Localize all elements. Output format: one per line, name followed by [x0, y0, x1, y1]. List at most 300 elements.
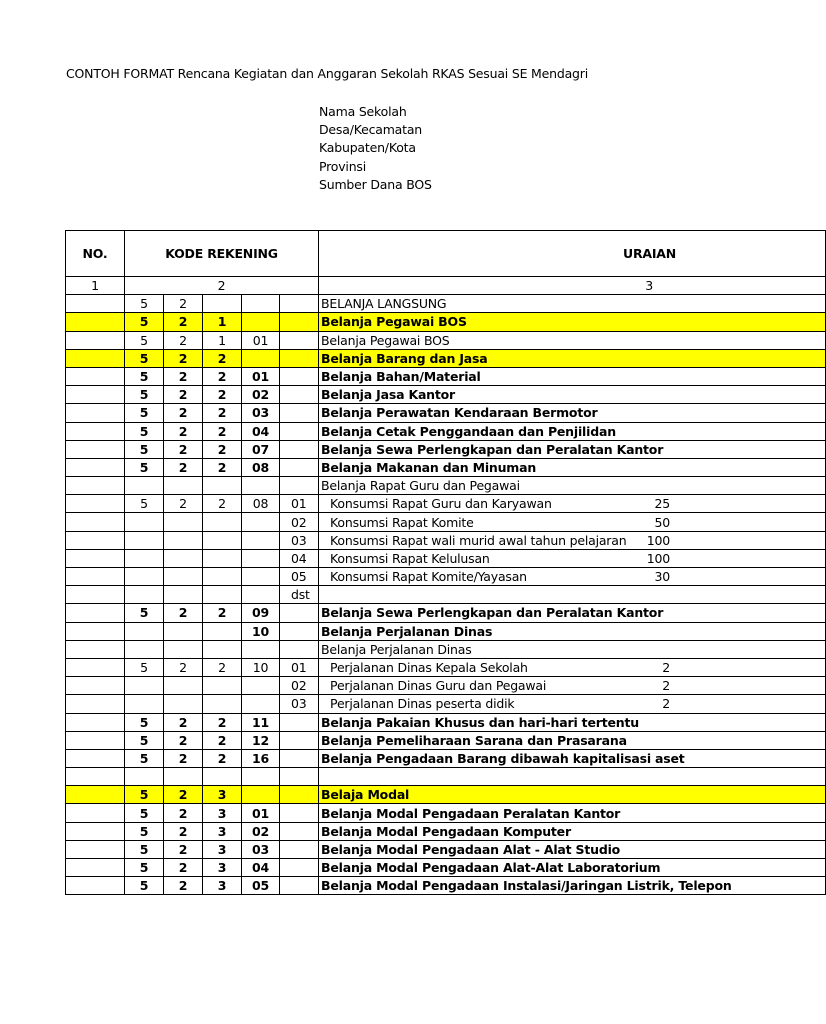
- cell-uraian: Belanja Pengadaan Barang dibawah kapitalisasi aset: [319, 749, 826, 767]
- table-row: [66, 495, 826, 513]
- uraian-item-qty: 25: [654, 496, 671, 512]
- table-row: [66, 531, 826, 549]
- cell-kode-2: 2: [164, 840, 203, 858]
- cell-kode-3: [203, 677, 242, 695]
- cell-kode-3: [203, 640, 242, 658]
- table-row: [66, 404, 826, 422]
- rkas-sheet: [65, 230, 732, 896]
- cell-kode-1: 5: [125, 804, 164, 822]
- cell-kode-2: 2: [164, 313, 203, 331]
- cell-no: [66, 477, 125, 495]
- cell-no: [66, 622, 125, 640]
- uraian-item-qty: 50: [654, 514, 671, 530]
- cell-kode-3: 3: [203, 877, 242, 895]
- cell-kode-4: 03: [242, 840, 280, 858]
- cell-no: [66, 549, 125, 567]
- cell-kode-2: 2: [164, 495, 203, 513]
- uraian-item-name: Konsumsi Rapat Komite: [330, 514, 474, 530]
- uraian-item-qty: 2: [662, 660, 671, 676]
- cell-kode-3: [203, 295, 242, 313]
- uraian-item-qty: 30: [654, 569, 671, 585]
- cell-uraian: Belanja Barang dan Jasa: [319, 349, 826, 367]
- cell-kode-4: [242, 549, 280, 567]
- cell-kode-1: 5: [125, 731, 164, 749]
- cell-kode-3: [203, 622, 242, 640]
- cell-kode-2: 2: [164, 349, 203, 367]
- cell-kode-1: [125, 768, 164, 786]
- cell-kode-5: 03: [280, 695, 319, 713]
- cell-kode-3: 2: [203, 422, 242, 440]
- cell-kode-3: 2: [203, 440, 242, 458]
- cell-kode-1: 5: [125, 313, 164, 331]
- cell-kode-1: 5: [125, 386, 164, 404]
- uraian-item-name: Konsumsi Rapat Kelulusan: [330, 550, 490, 566]
- cell-kode-1: [125, 531, 164, 549]
- info-nama-sekolah: Nama Sekolah: [319, 104, 407, 119]
- cell-kode-2: [164, 549, 203, 567]
- header-no: NO.: [66, 231, 125, 277]
- cell-kode-1: 5: [125, 749, 164, 767]
- cell-kode-2: 2: [164, 749, 203, 767]
- cell-kode-2: [164, 622, 203, 640]
- cell-uraian: Belanja Pakaian Khusus dan hari-hari tertentu: [319, 713, 826, 731]
- cell-uraian: Belanja Bahan/Material: [319, 367, 826, 385]
- cell-no: [66, 531, 125, 549]
- cell-kode-4: 02: [242, 386, 280, 404]
- cell-kode-4: 08: [242, 458, 280, 476]
- cell-kode-4: 04: [242, 422, 280, 440]
- cell-kode-5: [280, 640, 319, 658]
- cell-uraian: [319, 513, 826, 531]
- colnum-uraian-label: 3: [645, 278, 654, 294]
- cell-kode-2: [164, 695, 203, 713]
- uraian-item-qty: 2: [662, 678, 671, 694]
- cell-no: [66, 658, 125, 676]
- cell-kode-1: [125, 677, 164, 695]
- cell-kode-3: 2: [203, 386, 242, 404]
- cell-kode-4: 03: [242, 404, 280, 422]
- table-row: [66, 313, 826, 331]
- cell-kode-1: 5: [125, 877, 164, 895]
- cell-kode-3: [203, 568, 242, 586]
- cell-kode-1: 5: [125, 713, 164, 731]
- cell-kode-3: 1: [203, 313, 242, 331]
- table-row: [66, 804, 826, 822]
- cell-kode-5: [280, 440, 319, 458]
- cell-kode-5: [280, 604, 319, 622]
- cell-kode-4: 01: [242, 804, 280, 822]
- cell-kode-3: 2: [203, 404, 242, 422]
- cell-kode-5: 05: [280, 568, 319, 586]
- cell-no: [66, 859, 125, 877]
- header-kode-rekening: KODE REKENING: [125, 231, 319, 277]
- cell-kode-4: 10: [242, 622, 280, 640]
- cell-uraian: Belanja Perjalanan Dinas: [319, 622, 826, 640]
- uraian-item-qty: 100: [646, 550, 671, 566]
- cell-uraian: Belaja Modal: [319, 786, 826, 804]
- table-row: [66, 349, 826, 367]
- cell-uraian: [319, 531, 826, 549]
- table-row: [66, 295, 826, 313]
- table-row: [66, 677, 826, 695]
- cell-kode-1: 5: [125, 822, 164, 840]
- cell-kode-2: 2: [164, 804, 203, 822]
- cell-no: [66, 713, 125, 731]
- cell-uraian: Belanja Perawatan Kendaraan Bermotor: [319, 404, 826, 422]
- cell-kode-2: [164, 677, 203, 695]
- cell-kode-3: 3: [203, 822, 242, 840]
- cell-uraian: Belanja Makanan dan Minuman: [319, 458, 826, 476]
- school-info-list: [319, 103, 432, 194]
- cell-no: [66, 586, 125, 604]
- cell-kode-4: 10: [242, 658, 280, 676]
- cell-uraian: [319, 549, 826, 567]
- cell-kode-4: 12: [242, 731, 280, 749]
- cell-uraian: Belanja Pemeliharaan Sarana dan Prasarana: [319, 731, 826, 749]
- cell-kode-1: 5: [125, 422, 164, 440]
- cell-uraian: Belanja Jasa Kantor: [319, 386, 826, 404]
- cell-kode-4: 16: [242, 749, 280, 767]
- table-row: [66, 331, 826, 349]
- uraian-item-name: Konsumsi Rapat Komite/Yayasan: [330, 569, 527, 585]
- cell-kode-4: 09: [242, 604, 280, 622]
- cell-kode-1: [125, 622, 164, 640]
- cell-kode-4: 05: [242, 877, 280, 895]
- cell-kode-4: 01: [242, 367, 280, 385]
- cell-kode-2: 2: [164, 386, 203, 404]
- document-title: CONTOH FORMAT Rencana Kegiatan dan Anggaran Sekolah RKAS Sesuai SE Mendagri: [66, 66, 588, 81]
- cell-kode-3: 2: [203, 658, 242, 676]
- cell-kode-5: [280, 731, 319, 749]
- table-row: [66, 422, 826, 440]
- cell-kode-1: 5: [125, 295, 164, 313]
- table-row: [66, 822, 826, 840]
- cell-kode-2: 2: [164, 458, 203, 476]
- table-row: [66, 586, 826, 604]
- cell-kode-1: 5: [125, 495, 164, 513]
- cell-kode-3: 3: [203, 804, 242, 822]
- cell-no: [66, 804, 125, 822]
- cell-kode-5: [280, 386, 319, 404]
- cell-uraian: Belanja Pegawai BOS: [319, 313, 826, 331]
- table-row: [66, 440, 826, 458]
- cell-kode-2: 2: [164, 295, 203, 313]
- cell-no: [66, 458, 125, 476]
- cell-kode-5: [280, 404, 319, 422]
- cell-kode-5: 01: [280, 658, 319, 676]
- table-row: [66, 695, 826, 713]
- table-row: [66, 622, 826, 640]
- cell-kode-2: 2: [164, 367, 203, 385]
- cell-uraian: Belanja Modal Pengadaan Alat-Alat Laboratorium: [319, 859, 826, 877]
- info-sumber-dana: Sumber Dana BOS: [319, 176, 432, 192]
- cell-no: [66, 568, 125, 586]
- cell-no: [66, 768, 125, 786]
- cell-kode-1: 5: [125, 367, 164, 385]
- cell-kode-1: 5: [125, 349, 164, 367]
- cell-kode-3: 3: [203, 786, 242, 804]
- cell-kode-3: 2: [203, 349, 242, 367]
- cell-no: [66, 349, 125, 367]
- cell-no: [66, 695, 125, 713]
- table-row: [66, 768, 826, 786]
- cell-no: [66, 749, 125, 767]
- cell-kode-5: [280, 313, 319, 331]
- cell-kode-2: [164, 531, 203, 549]
- rkas-table-body: [66, 231, 826, 895]
- cell-kode-2: 2: [164, 822, 203, 840]
- table-row: [66, 386, 826, 404]
- cell-no: [66, 877, 125, 895]
- cell-uraian: [319, 586, 826, 604]
- table-row: [66, 731, 826, 749]
- cell-kode-5: 03: [280, 531, 319, 549]
- table-row: [66, 749, 826, 767]
- cell-uraian: BELANJA LANGSUNG: [319, 295, 826, 313]
- cell-kode-1: 5: [125, 859, 164, 877]
- uraian-item-name: Perjalanan Dinas Kepala Sekolah: [330, 660, 528, 676]
- cell-no: [66, 295, 125, 313]
- cell-no: [66, 313, 125, 331]
- cell-uraian: [319, 695, 826, 713]
- cell-kode-5: [280, 477, 319, 495]
- cell-kode-4: 02: [242, 822, 280, 840]
- cell-no: [66, 404, 125, 422]
- cell-uraian: Belanja Cetak Penggandaan dan Penjilidan: [319, 422, 826, 440]
- table-row: [66, 367, 826, 385]
- cell-kode-5: [280, 859, 319, 877]
- cell-kode-5: dst: [280, 586, 319, 604]
- cell-no: [66, 677, 125, 695]
- cell-kode-2: 2: [164, 440, 203, 458]
- cell-kode-5: [280, 295, 319, 313]
- cell-kode-5: [280, 786, 319, 804]
- uraian-item-qty: 2: [662, 696, 671, 712]
- colnum-kode: 2: [125, 277, 319, 295]
- cell-kode-2: [164, 586, 203, 604]
- cell-kode-1: 5: [125, 458, 164, 476]
- uraian-item-name: Perjalanan Dinas peserta didik: [330, 696, 515, 712]
- cell-uraian: [319, 768, 826, 786]
- cell-uraian: [319, 568, 826, 586]
- cell-kode-2: 2: [164, 731, 203, 749]
- cell-kode-3: [203, 531, 242, 549]
- cell-kode-1: [125, 513, 164, 531]
- cell-kode-4: [242, 786, 280, 804]
- cell-uraian: Belanja Modal Pengadaan Alat - Alat Studio: [319, 840, 826, 858]
- cell-kode-2: 2: [164, 859, 203, 877]
- cell-kode-4: 08: [242, 495, 280, 513]
- cell-kode-5: [280, 422, 319, 440]
- cell-kode-5: [280, 331, 319, 349]
- cell-uraian: Belanja Perjalanan Dinas: [319, 640, 826, 658]
- uraian-item-name: Konsumsi Rapat Guru dan Karyawan: [330, 496, 552, 512]
- table-row: [66, 513, 826, 531]
- uraian-item-qty: 100: [646, 532, 671, 548]
- cell-kode-5: [280, 367, 319, 385]
- cell-kode-4: [242, 640, 280, 658]
- cell-kode-2: [164, 477, 203, 495]
- cell-kode-5: [280, 804, 319, 822]
- table-row: [66, 458, 826, 476]
- info-provinsi: Provinsi: [319, 158, 367, 174]
- cell-kode-2: 2: [164, 422, 203, 440]
- cell-kode-4: 01: [242, 331, 280, 349]
- cell-kode-5: [280, 822, 319, 840]
- cell-kode-3: 2: [203, 731, 242, 749]
- cell-kode-3: [203, 695, 242, 713]
- cell-kode-1: 5: [125, 840, 164, 858]
- cell-kode-4: [242, 531, 280, 549]
- cell-kode-5: [280, 768, 319, 786]
- cell-kode-4: [242, 568, 280, 586]
- cell-uraian: Belanja Modal Pengadaan Instalasi/Jaringan Listrik, Telepon: [319, 877, 826, 895]
- cell-kode-3: 2: [203, 367, 242, 385]
- table-row: [66, 658, 826, 676]
- cell-no: [66, 440, 125, 458]
- cell-kode-4: [242, 313, 280, 331]
- cell-kode-5: [280, 458, 319, 476]
- cell-kode-4: 04: [242, 859, 280, 877]
- cell-kode-1: 5: [125, 658, 164, 676]
- cell-no: [66, 840, 125, 858]
- info-desa-kecamatan: Desa/Kecamatan: [319, 122, 423, 138]
- uraian-item-name: Konsumsi Rapat wali murid awal tahun pelajaran: [330, 532, 627, 548]
- cell-kode-3: [203, 768, 242, 786]
- cell-kode-3: 3: [203, 859, 242, 877]
- table-row: [66, 477, 826, 495]
- cell-uraian: [319, 677, 826, 695]
- cell-kode-3: 1: [203, 331, 242, 349]
- cell-kode-2: [164, 640, 203, 658]
- cell-kode-3: 2: [203, 749, 242, 767]
- colnum-no: 1: [66, 277, 125, 295]
- cell-kode-1: [125, 695, 164, 713]
- cell-kode-1: [125, 640, 164, 658]
- cell-uraian: Belanja Pegawai BOS: [319, 331, 826, 349]
- cell-kode-4: [242, 477, 280, 495]
- table-row: [66, 549, 826, 567]
- cell-kode-1: 5: [125, 331, 164, 349]
- cell-kode-1: 5: [125, 404, 164, 422]
- cell-kode-5: 02: [280, 677, 319, 695]
- cell-kode-4: [242, 349, 280, 367]
- header-uraian: [319, 231, 826, 277]
- cell-kode-2: 2: [164, 786, 203, 804]
- cell-kode-1: 5: [125, 604, 164, 622]
- cell-kode-4: [242, 695, 280, 713]
- table-row: [66, 786, 826, 804]
- cell-uraian: Belanja Modal Pengadaan Peralatan Kantor: [319, 804, 826, 822]
- cell-kode-1: [125, 568, 164, 586]
- cell-kode-3: 2: [203, 458, 242, 476]
- column-number-row: [66, 277, 826, 295]
- cell-no: [66, 422, 125, 440]
- cell-kode-4: [242, 768, 280, 786]
- cell-kode-2: [164, 768, 203, 786]
- table-row: [66, 640, 826, 658]
- cell-kode-3: 2: [203, 604, 242, 622]
- cell-kode-2: 2: [164, 404, 203, 422]
- cell-kode-1: [125, 549, 164, 567]
- cell-kode-1: 5: [125, 440, 164, 458]
- info-kabupaten-kota: Kabupaten/Kota: [319, 140, 416, 156]
- cell-kode-5: 04: [280, 549, 319, 567]
- cell-no: [66, 786, 125, 804]
- cell-kode-1: [125, 477, 164, 495]
- cell-kode-2: 2: [164, 658, 203, 676]
- cell-kode-5: [280, 840, 319, 858]
- table-header-row: [66, 231, 826, 277]
- header-uraian-label: URAIAN: [623, 246, 677, 261]
- cell-no: [66, 822, 125, 840]
- cell-uraian: Belanja Rapat Guru dan Pegawai: [319, 477, 826, 495]
- cell-kode-4: [242, 677, 280, 695]
- table-row: [66, 713, 826, 731]
- cell-no: [66, 386, 125, 404]
- rkas-table: [65, 230, 826, 895]
- cell-uraian: Belanja Sewa Perlengkapan dan Peralatan Kantor: [319, 440, 826, 458]
- cell-kode-3: [203, 586, 242, 604]
- cell-kode-3: [203, 513, 242, 531]
- cell-kode-2: 2: [164, 331, 203, 349]
- table-row: [66, 604, 826, 622]
- cell-kode-3: 2: [203, 713, 242, 731]
- cell-kode-2: 2: [164, 713, 203, 731]
- cell-kode-3: [203, 477, 242, 495]
- cell-no: [66, 367, 125, 385]
- cell-kode-4: [242, 513, 280, 531]
- cell-kode-2: [164, 513, 203, 531]
- cell-kode-3: [203, 549, 242, 567]
- cell-kode-4: 07: [242, 440, 280, 458]
- cell-kode-2: 2: [164, 877, 203, 895]
- cell-kode-4: [242, 586, 280, 604]
- cell-kode-2: [164, 568, 203, 586]
- table-row: [66, 859, 826, 877]
- cell-kode-1: [125, 586, 164, 604]
- cell-kode-5: [280, 877, 319, 895]
- cell-uraian: Belanja Sewa Perlengkapan dan Peralatan Kantor: [319, 604, 826, 622]
- cell-kode-4: 11: [242, 713, 280, 731]
- cell-uraian: Belanja Modal Pengadaan Komputer: [319, 822, 826, 840]
- cell-no: [66, 495, 125, 513]
- cell-kode-5: [280, 349, 319, 367]
- cell-no: [66, 331, 125, 349]
- cell-kode-5: [280, 749, 319, 767]
- table-row: [66, 568, 826, 586]
- cell-uraian: [319, 658, 826, 676]
- cell-kode-5: [280, 713, 319, 731]
- cell-no: [66, 640, 125, 658]
- cell-kode-5: 01: [280, 495, 319, 513]
- cell-no: [66, 604, 125, 622]
- uraian-item-name: Perjalanan Dinas Guru dan Pegawai: [330, 678, 547, 694]
- table-row: [66, 877, 826, 895]
- cell-kode-2: 2: [164, 604, 203, 622]
- colnum-uraian: [319, 277, 826, 295]
- cell-kode-3: 2: [203, 495, 242, 513]
- cell-kode-5: [280, 622, 319, 640]
- cell-no: [66, 513, 125, 531]
- cell-kode-4: [242, 295, 280, 313]
- cell-uraian: [319, 495, 826, 513]
- cell-no: [66, 731, 125, 749]
- cell-kode-5: 02: [280, 513, 319, 531]
- table-row: [66, 840, 826, 858]
- cell-kode-3: 3: [203, 840, 242, 858]
- cell-kode-1: 5: [125, 786, 164, 804]
